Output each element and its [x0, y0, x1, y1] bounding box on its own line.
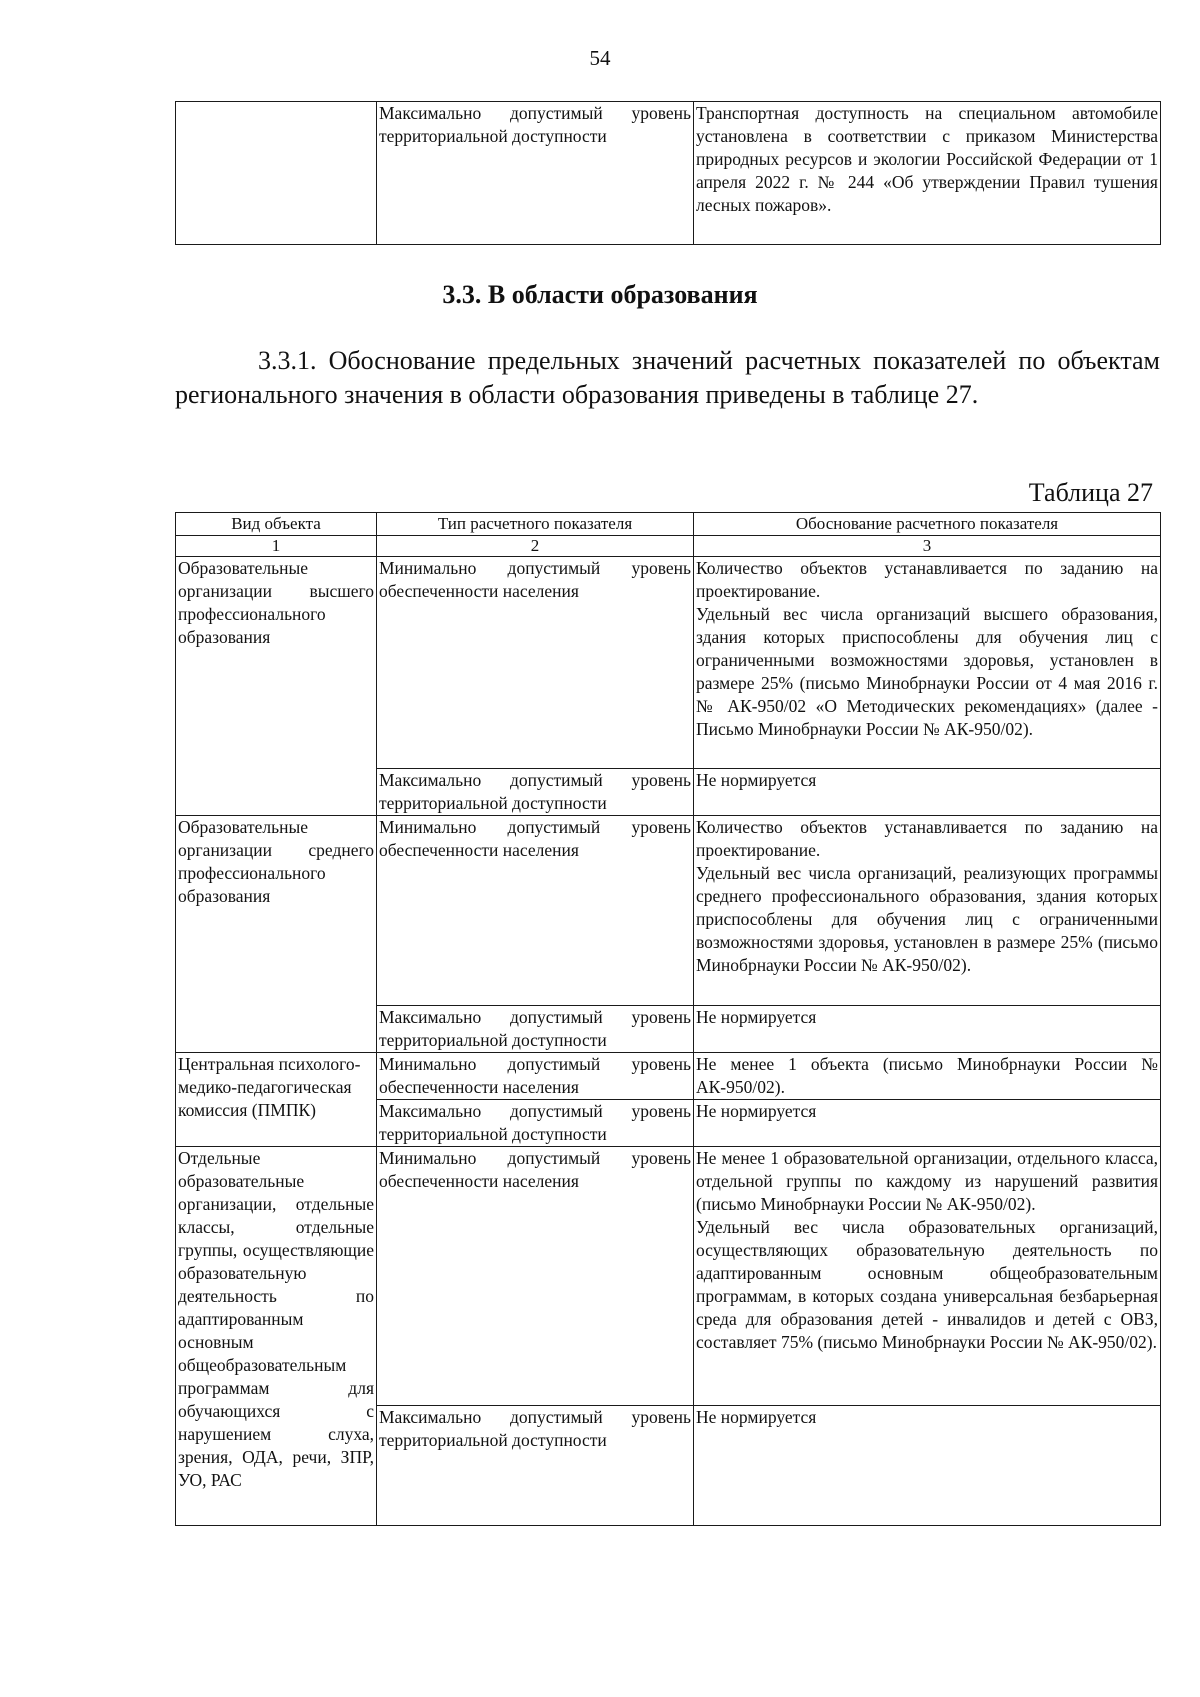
page-number: 54 [589, 46, 611, 70]
indicator-type-cell: Максимально допустимый уровень территориальной доступности [377, 769, 694, 816]
table-header-row [176, 513, 1161, 536]
table-row [176, 557, 1161, 769]
indicator-table [175, 512, 1161, 1526]
table-label: Таблица 27 [1028, 478, 1153, 507]
indicator-type-cell: Минимально допустимый уровень обеспеченности населения [377, 557, 694, 769]
continued-table [175, 101, 1161, 245]
object-cell [176, 102, 377, 245]
column-header: Тип расчетного показателя [377, 513, 694, 536]
object-cell: Образовательные организации высшего профессионального образования [176, 557, 377, 816]
column-number: 2 [377, 536, 694, 557]
basis-text: Количество объектов устанавливается по заданию на проектирование. [696, 558, 1158, 601]
indicator-basis-cell [694, 557, 1161, 769]
column-header: Вид объекта [176, 513, 377, 536]
basis-text: Количество объектов устанавливается по заданию на проектирование. [696, 817, 1158, 860]
indicator-basis-cell [694, 816, 1161, 1006]
section-heading: 3.3. В области образования [442, 280, 758, 309]
indicator-basis-cell: Не нормируется [694, 1006, 1161, 1053]
indicator-type-cell: Максимально допустимый уровень территориальной доступности [377, 102, 694, 245]
indicator-basis-cell: Не нормируется [694, 769, 1161, 816]
basis-text: Удельный вес числа организаций, реализующих программы среднего профессионального образования, здания которых приспособлены для обучения лиц с ограниченными возможностями здоровья, установлен в размере 25% (письмо Минобрнауки России № АК-950/02). [696, 863, 1158, 975]
basis-text: Удельный вес числа организаций высшего образования, здания которых приспособлены для обучения лиц с ограниченными возможностями здоровья, установлен в размере 25% (письмо Минобрнауки России от 4 мая 2016 г. № АК-950/02 «О Методических рекомендациях» (далее - Письмо Минобрнауки России № АК-950/02). [696, 604, 1158, 739]
column-number: 3 [694, 536, 1161, 557]
indicator-basis-cell: Транспортная доступность на специальном автомобиле установлена в соответствии с приказом Министерства природных ресурсов и экологии Российской Федерации от 1 апреля 2022 г. № 244 «Об утверждении Правил тушения лесных пожаров». [694, 102, 1161, 245]
basis-text: Удельный вес числа образовательных организаций, осуществляющих образовательную деятельность по адаптированным основным общеобразовательным программам, в которых создана универсальная безбарьерная среда для образования детей - инвалидов и детей с ОВЗ, составляет 75% (письмо Минобрнауки России № АК-950/02). [696, 1217, 1158, 1352]
intro-paragraph: 3.3.1. Обоснование предельных значений расчетных показателей по объектам регионального значения в области образования приведены в таблице 27. [175, 346, 1160, 409]
object-cell: Отдельные образовательные организации, отдельные классы, отдельные группы, осуществляющие образовательную деятельность по адаптированным основным общеобразовательным программам для обучающихся с нарушением слуха, зрения, ОДА, речи, ЗПР, УО, РАС [176, 1147, 377, 1526]
indicator-basis-cell: Не менее 1 объекта (письмо Минобрнауки России № АК-950/02). [694, 1053, 1161, 1100]
indicator-type-cell: Максимально допустимый уровень территориальной доступности [377, 1100, 694, 1147]
table-row [176, 1147, 1161, 1406]
indicator-basis-cell: Не нормируется [694, 1406, 1161, 1526]
indicator-type-cell: Максимально допустимый уровень территориальной доступности [377, 1406, 694, 1526]
column-number-row [176, 536, 1161, 557]
object-cell: Образовательные организации среднего профессионального образования [176, 816, 377, 1053]
indicator-basis-cell [694, 1147, 1161, 1406]
indicator-type-cell: Минимально допустимый уровень обеспеченности населения [377, 1053, 694, 1100]
column-header: Обоснование расчетного показателя [694, 513, 1161, 536]
indicator-basis-cell: Не нормируется [694, 1100, 1161, 1147]
column-number: 1 [176, 536, 377, 557]
indicator-type-cell: Минимально допустимый уровень обеспеченности населения [377, 1147, 694, 1406]
object-cell: Центральная психолого-медико-педагогическая комиссия (ПМПК) [176, 1053, 377, 1147]
table-row [176, 816, 1161, 1006]
indicator-type-cell: Максимально допустимый уровень территориальной доступности [377, 1006, 694, 1053]
table-row [176, 1053, 1161, 1100]
indicator-type-cell: Минимально допустимый уровень обеспеченности населения [377, 816, 694, 1006]
basis-text: Не менее 1 образовательной организации, отдельного класса, отдельной группы по каждому из нарушений развития (письмо Минобрнауки России № АК-950/02). [696, 1148, 1158, 1214]
